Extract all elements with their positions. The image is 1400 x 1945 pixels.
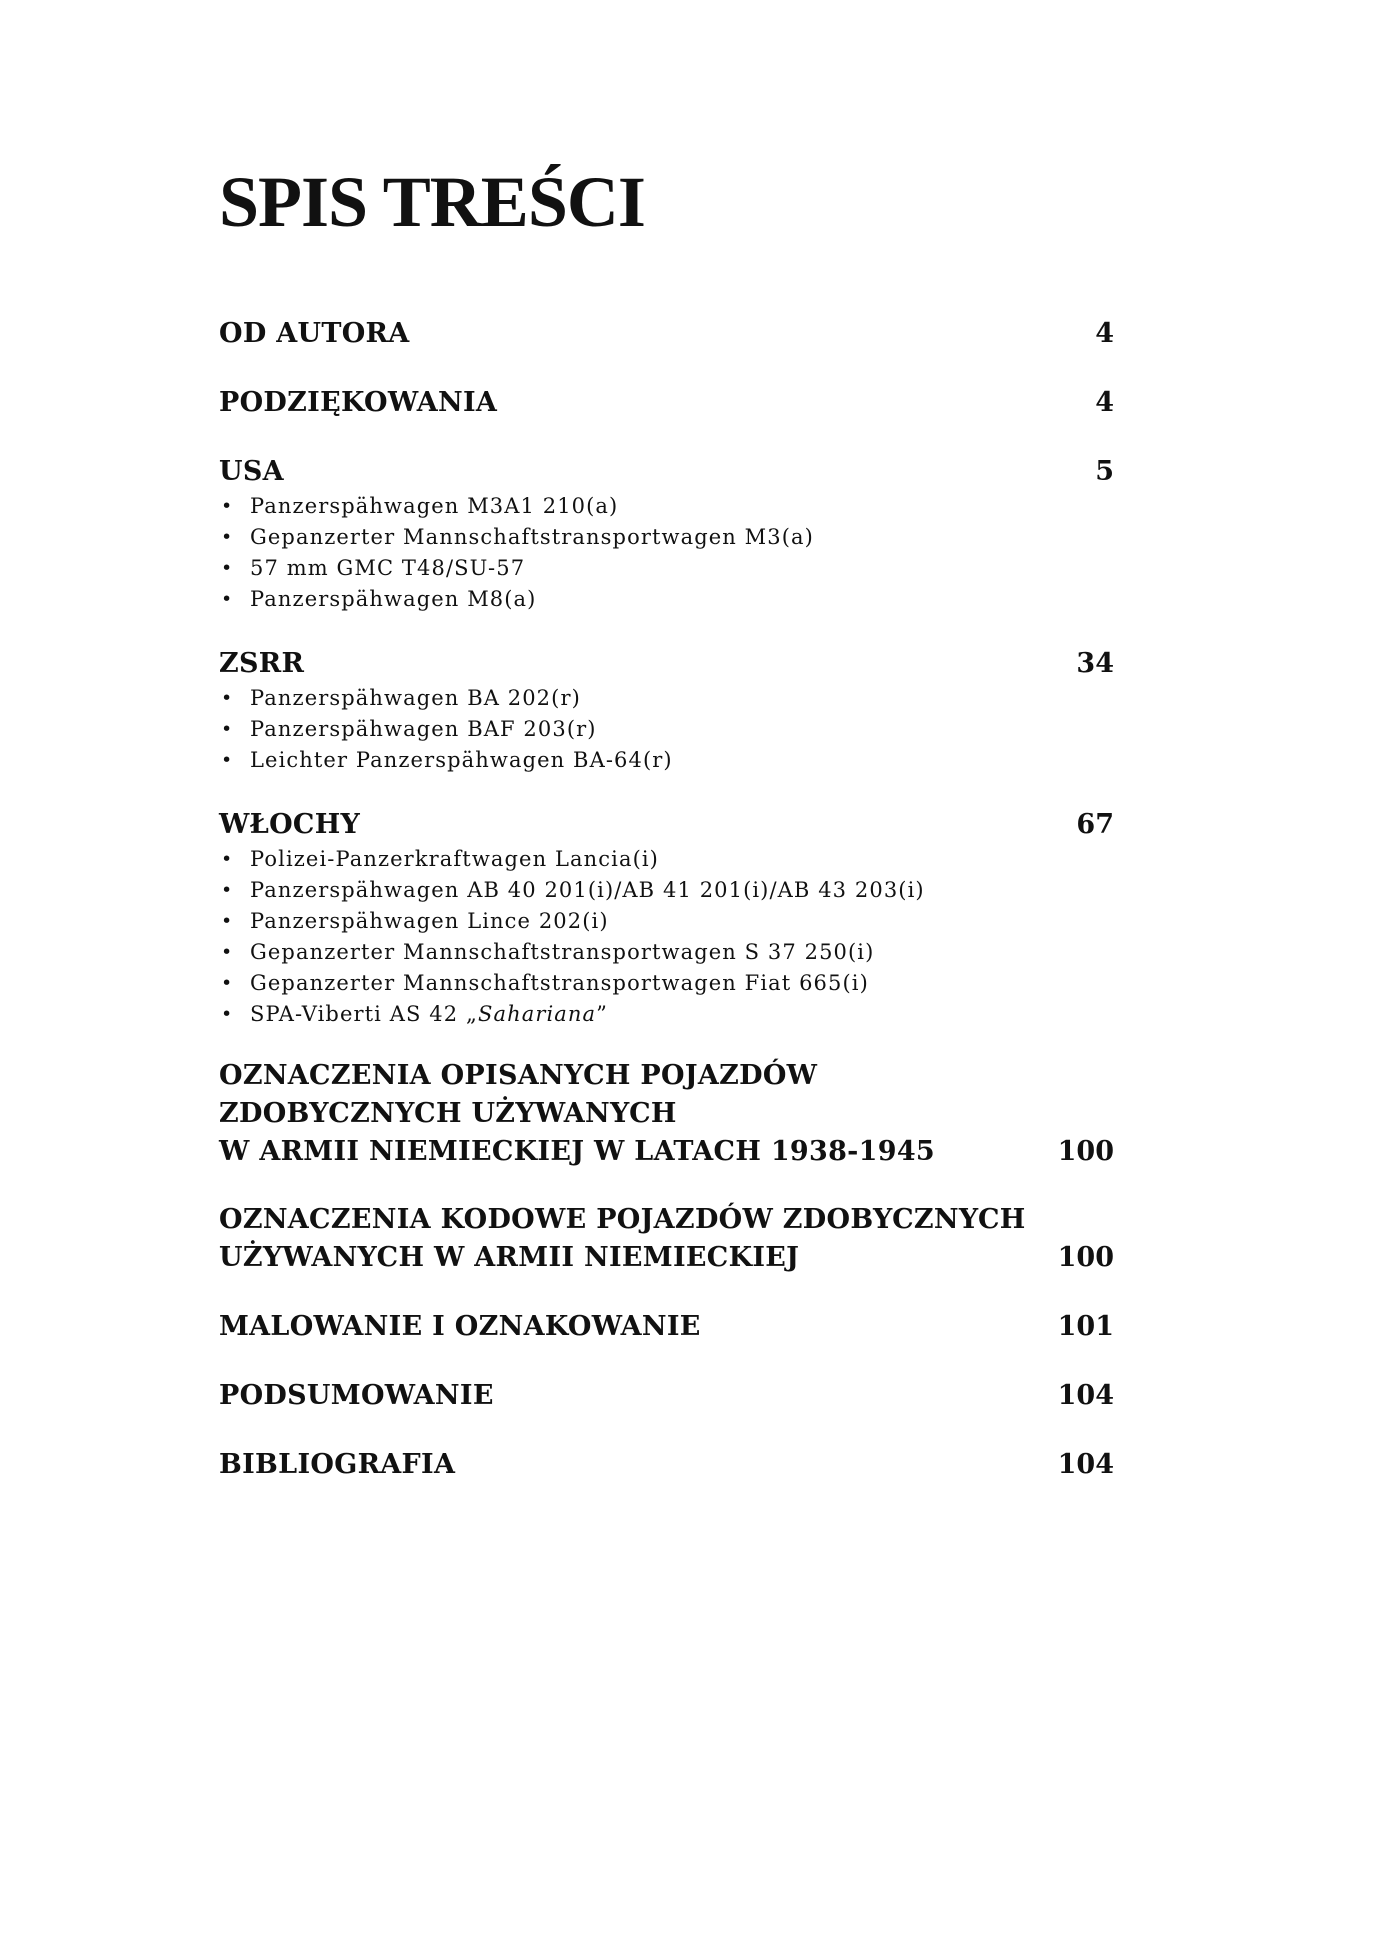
toc-subitem[interactable] (219, 553, 1114, 584)
toc-page-number: 4 (1095, 387, 1114, 418)
toc-page-number: 5 (1095, 456, 1114, 487)
toc-subitem-label: Leichter Panzerspähwagen BA-64(r) (250, 748, 673, 772)
toc-subitem-list (219, 844, 1114, 1030)
toc-heading[interactable]: USA (219, 456, 284, 487)
toc-subitem[interactable] (219, 683, 1114, 714)
toc-subitem-label: Panzerspähwagen BAF 203(r) (250, 717, 597, 741)
toc-subitem[interactable] (219, 584, 1114, 615)
toc-subitem-label: Panzerspähwagen AB 40 201(i)/AB 41 201(i)/AB 43 203(i) (250, 878, 925, 902)
toc-page-number: 104 (1057, 1380, 1114, 1411)
toc-section-podsumowanie (219, 1377, 1114, 1415)
bullet-icon: • (221, 526, 234, 548)
toc-heading[interactable]: BIBLIOGRAFIA (219, 1449, 456, 1480)
toc-subitem-label: Gepanzerter Mannschaftstransportwagen M3(a) (250, 525, 814, 549)
toc-heading-line[interactable]: W ARMII NIEMIECKIEJ W LATACH 1938-1945 (219, 1136, 936, 1167)
toc-subitem[interactable] (219, 875, 1114, 906)
toc-subitem-label: Panzerspähwagen M3A1 210(a) (250, 494, 619, 518)
toc-section-oznaczenia-kodowe (219, 1201, 1114, 1277)
toc-page-number: 34 (1076, 648, 1114, 679)
bullet-icon: • (221, 495, 234, 517)
toc-subitem[interactable] (219, 491, 1114, 522)
toc-section-malowanie (219, 1308, 1114, 1346)
toc-heading-row (219, 453, 1114, 491)
toc-section-podziekowania (219, 384, 1114, 422)
toc-section-od-autora (219, 315, 1114, 353)
bullet-icon: • (221, 879, 234, 901)
toc-subitem-label: Gepanzerter Mannschaftstransportwagen S 37 250(i) (250, 940, 875, 964)
bullet-icon: • (221, 588, 234, 610)
bullet-icon: • (221, 687, 234, 709)
toc-heading-row (219, 1239, 1114, 1277)
toc-subitem-label: 57 mm GMC T48/SU-57 (250, 556, 526, 580)
toc-subitem[interactable] (219, 844, 1114, 875)
toc-heading-row (219, 806, 1114, 844)
toc-heading[interactable]: WŁOCHY (219, 809, 361, 840)
toc-heading-line[interactable]: OZNACZENIA OPISANYCH POJAZDÓW (219, 1060, 818, 1091)
toc-heading-line[interactable]: OZNACZENIA KODOWE POJAZDÓW ZDOBYCZNYCH (219, 1204, 1026, 1235)
toc-subitem[interactable] (219, 745, 1114, 776)
bullet-icon: • (221, 848, 234, 870)
bullet-icon: • (221, 972, 234, 994)
toc-section-zsrr (219, 645, 1114, 776)
toc-subitem-list (219, 491, 1114, 615)
toc-section-usa (219, 453, 1114, 615)
bullet-icon: • (221, 718, 234, 740)
toc-subitem-label-suffix: ” (596, 1002, 608, 1026)
toc-heading[interactable]: PODSUMOWANIE (219, 1380, 494, 1411)
toc-heading-row (219, 1446, 1114, 1484)
toc-page-number: 100 (1057, 1136, 1114, 1167)
toc-subitem-label-prefix: SPA-Viberti AS 42 „ (250, 1002, 478, 1026)
toc-heading-row (219, 645, 1114, 683)
toc-heading[interactable]: PODZIĘKOWANIA (219, 387, 498, 418)
page-title: SPIS TREŚCI (219, 162, 645, 242)
toc-section-oznaczenia-opisanych (219, 1057, 1114, 1171)
toc-page-number: 100 (1057, 1242, 1114, 1273)
toc-subitem[interactable] (219, 714, 1114, 745)
toc-page-number: 101 (1057, 1311, 1114, 1342)
toc-heading-row (219, 1308, 1114, 1346)
toc-page-number: 4 (1095, 318, 1114, 349)
toc-subitem-label: Gepanzerter Mannschaftstransportwagen Fiat 665(i) (250, 971, 869, 995)
toc-heading[interactable]: ZSRR (219, 648, 305, 679)
toc-heading-row (219, 315, 1114, 353)
bullet-icon: • (221, 557, 234, 579)
document-page (219, 0, 1114, 1945)
toc-section-bibliografia (219, 1446, 1114, 1484)
toc-subitem[interactable] (219, 522, 1114, 553)
toc-heading-row (219, 1133, 1114, 1171)
toc-heading-row (219, 384, 1114, 422)
bullet-icon: • (221, 941, 234, 963)
toc-subitem[interactable] (219, 999, 1114, 1030)
toc-subitem-label: Panzerspähwagen Lince 202(i) (250, 909, 609, 933)
toc-section-wlochy (219, 806, 1114, 1030)
toc-heading[interactable]: MALOWANIE I OZNAKOWANIE (219, 1311, 701, 1342)
toc-heading[interactable]: OD AUTORA (219, 318, 410, 349)
toc-heading-row (219, 1377, 1114, 1415)
table-of-contents (219, 315, 1114, 1484)
toc-subitem-list (219, 683, 1114, 776)
toc-page-number: 67 (1076, 809, 1114, 840)
bullet-icon: • (221, 910, 234, 932)
toc-heading-line[interactable]: ZDOBYCZNYCH UŻYWANYCH (219, 1098, 677, 1129)
toc-page-number: 104 (1057, 1449, 1114, 1480)
toc-subitem-label: Polizei-Panzerkraftwagen Lancia(i) (250, 847, 659, 871)
toc-subitem-label: Panzerspähwagen M8(a) (250, 587, 537, 611)
bullet-icon: • (221, 1003, 234, 1025)
toc-subitem[interactable] (219, 968, 1114, 999)
bullet-icon: • (221, 749, 234, 771)
toc-subitem-label: Panzerspähwagen BA 202(r) (250, 686, 581, 710)
toc-subitem[interactable] (219, 937, 1114, 968)
toc-subitem-label-italic: Sahariana (477, 1002, 597, 1026)
toc-heading-line[interactable]: UŻYWANYCH W ARMII NIEMIECKIEJ (219, 1242, 800, 1273)
toc-subitem[interactable] (219, 906, 1114, 937)
